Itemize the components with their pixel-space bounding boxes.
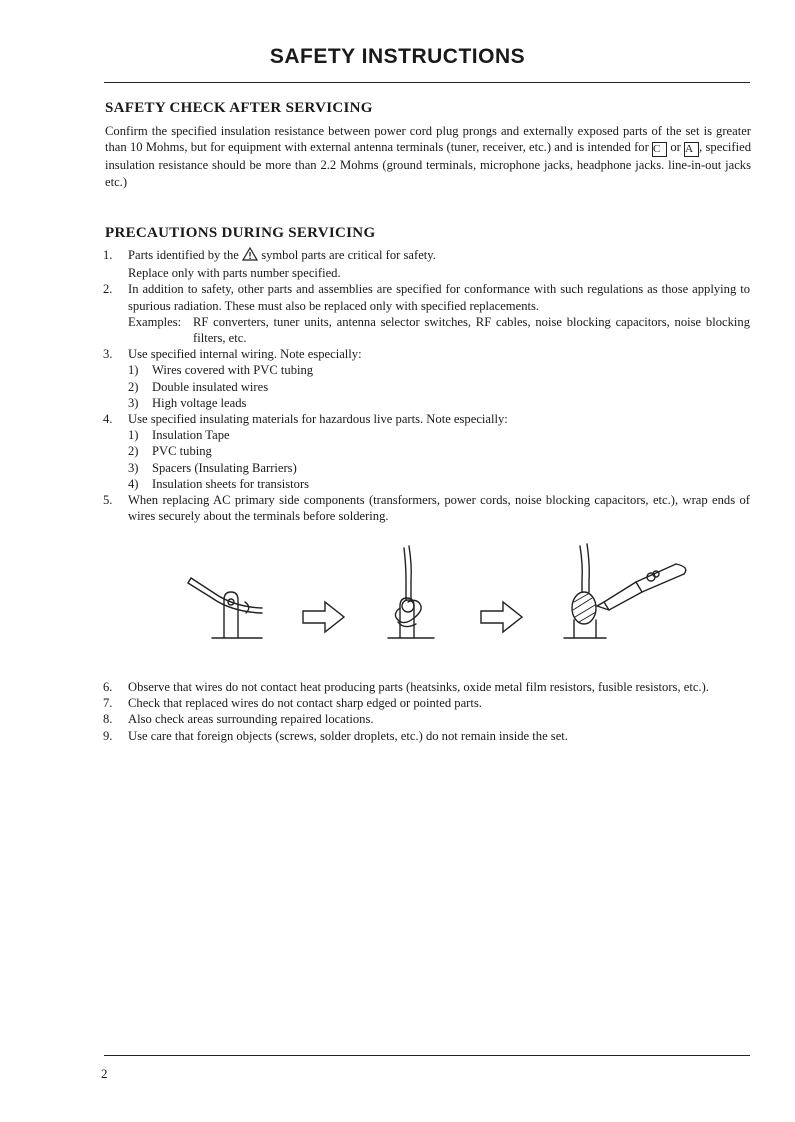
sub-list-item (128, 443, 750, 459)
sub-list-item (128, 427, 750, 443)
item-text: In addition to safety, other parts and assemblies are specified for conformance with such regulations as those applying to spurious radiation. These must also be replaced only with specified replacements. (128, 282, 750, 313)
item-text: Also check areas surrounding repaired locations. (128, 712, 374, 727)
sub-number: 3) (128, 460, 139, 475)
item-text: Check that replaced wires do not contact sharp edged or pointed parts. (128, 696, 482, 711)
sub-list-item (128, 395, 750, 411)
page-number: 2 (101, 1066, 108, 1081)
item-text: Use care that foreign objects (screws, solder droplets, etc.) do not remain inside the set. (128, 728, 568, 743)
item-number: 1. (103, 248, 113, 262)
list-item (0, 346, 795, 411)
examples-row (128, 314, 750, 346)
item-text-line2: Replace only with parts number specified. (128, 266, 341, 281)
item-number: 8. (103, 712, 113, 727)
sub-text: Wires covered with PVC tubing (152, 363, 314, 378)
page-title: SAFETY INSTRUCTIONS (269, 45, 526, 68)
item-text: Use specified insulating materials for hazardous live parts. Note especially: (128, 412, 508, 427)
list-item (0, 247, 795, 281)
right-arrow-icon (303, 602, 344, 632)
sub-list-item (128, 379, 750, 395)
footer-divider (104, 1055, 750, 1056)
safety-check-heading: SAFETY CHECK AFTER SERVICING (105, 100, 373, 116)
list-item (0, 679, 795, 695)
title-divider (104, 82, 750, 83)
sub-list (128, 427, 750, 492)
list-item (0, 711, 795, 727)
item-number: 5. (103, 493, 113, 508)
sub-text: Spacers (Insulating Barriers) (152, 460, 297, 475)
wire-wrap-soldering-illustration (0, 540, 795, 655)
safety-check-text-b: , specified insulation resistance should be more than 2.2 Mohms (ground terminals, microphone jacks, headphone jacks. line-in-out jacks etc.) (105, 140, 751, 189)
list-item (0, 492, 795, 524)
examples-label: Examples: (128, 314, 182, 329)
sub-text: Double insulated wires (152, 379, 269, 394)
safety-check-text-a: Confirm the specified insulation resistance between power cord plug prongs and externally exposed parts of the set is greater than 10 Mohms, but for equipment with external antenna terminals (tuner, receiver, etc.) and is intended for (105, 124, 751, 155)
sub-text: Insulation Tape (152, 428, 230, 443)
sub-list-item (128, 362, 750, 378)
item-number: 6. (103, 680, 113, 694)
list-item (0, 281, 795, 346)
item-text: Parts identified by the (128, 248, 239, 262)
item-text: Observe that wires do not contact heat producing parts (heatsinks, oxide metal film resistors, fusible resistors, etc.). (128, 680, 709, 694)
sub-text: High voltage leads (152, 395, 247, 410)
item-text: When replacing AC primary side components (transformers, power cords, noise blocking capacitors, etc.), wrap ends of wires securely about the terminals before soldering. (128, 493, 750, 524)
right-arrow-icon (481, 602, 522, 632)
item-number: 7. (103, 696, 113, 711)
sub-number: 1) (128, 428, 139, 443)
list-item (0, 728, 795, 744)
sub-list-item (128, 460, 750, 476)
terminal-soldered-figure (564, 544, 686, 638)
precautions-list (0, 247, 795, 524)
item-number: 4. (103, 412, 113, 427)
class-a-box: A (684, 142, 699, 157)
sub-number: 2) (128, 379, 139, 394)
terminal-with-wire-figure (188, 578, 262, 638)
item-number: 9. (103, 728, 113, 743)
sub-number: 4) (128, 476, 139, 491)
list-item (0, 411, 795, 492)
sub-text: PVC tubing (152, 444, 212, 459)
sub-text: Insulation sheets for transistors (152, 476, 310, 491)
safety-check-paragraph (105, 123, 751, 190)
item-number: 2. (103, 282, 113, 297)
class-c-box: C (652, 142, 667, 157)
sub-list (128, 362, 750, 411)
precautions-list-continued (0, 679, 795, 744)
sub-list-item (128, 476, 750, 492)
sub-number: 2) (128, 444, 139, 459)
list-item (0, 695, 795, 711)
or-text: or (670, 140, 681, 155)
item-text: Use specified internal wiring. Note especially: (128, 347, 362, 362)
sub-number: 3) (128, 395, 139, 410)
terminal-wrapped-wire-figure (388, 546, 434, 638)
precautions-heading: PRECAUTIONS DURING SERVICING (105, 225, 376, 241)
sub-number: 1) (128, 363, 139, 378)
item-text: symbol parts are critical for safety. (261, 248, 436, 262)
warning-triangle-icon (242, 247, 258, 265)
examples-text: RF converters, tuner units, antenna selector switches, RF cables, noise blocking capacitors, noise blocking filters, etc. (193, 314, 750, 346)
item-number: 3. (103, 347, 113, 362)
